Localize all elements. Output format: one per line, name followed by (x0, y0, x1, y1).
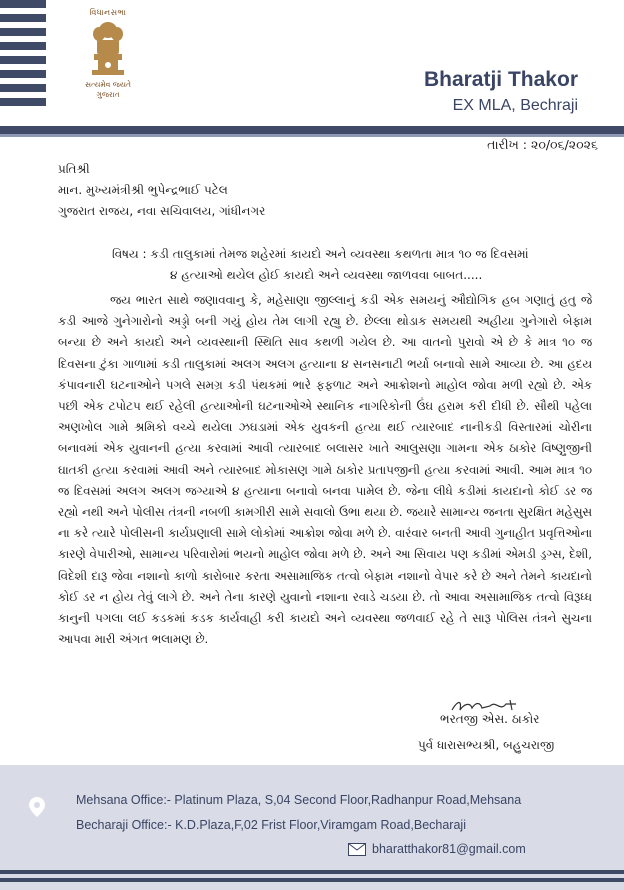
signatory-name: ભરતજી એસ. ઠાકોર (440, 712, 540, 726)
signatory-title: પુર્વ ધારાસભ્યશ્રી, બહુચરાજી (418, 738, 555, 752)
location-pin-icon (28, 796, 46, 818)
email-icon (348, 843, 366, 856)
letter-body: જય ભારત સાથે જણાવવાનુ કે, મહેસાણા જીલ્લાનું કડી એક સમયનું ઔદ્યોગિક હબ ગણાતું હતુ જે કડી આજે ગુનેગારોનો અડ્ડો બની ગયું હોય તેમ લાગી રહ્યુ છે. છેલ્લા થોડાક સમયથી અહીયા ગુનેગારો બેફામ બન્યા છે અને કાયદો અને વ્યવસ્થાની સ્થિતિ સાવ કથળી ગયેલ છે. આ વાતનો પુરાવો એ છે કે માત્ર ૧૦ જ દિવસના ટુંકા ગાળામાં કડી તાલુકામાં અલગ અલગ હત્યાના ૪ સનસનાટી ભર્યા બનાવો સામે આવ્યા છે. આ હદય કંપાવનારી ઘટનાઓને પગલે સમગ્ર કડી પંથકમાં ભારે ફફળાટ અને આક્રોશનો માહોલ જોવા મળી રહ્યો છે. એક પછી એક ટપોટપ થઈ રહેલી હત્યાઓની ઘટનાઓએ સ્થાનિક નાગરિકોની ઉંઘ હરામ કરી દીધી છે. સૌથી પહેલા અણખોલ ગામે શ્રમિકો વચ્ચે થયેલા ઝઘડામાં એક યુવકની હત્યા થઈ ત્યારબાદ નાનીકડી વિસ્તારમાં ચોરીના બનાવમાં એક યુવાનની હત્યા કરવામાં આવી ત્યારબાદ બલાસર ખાતે આલુસણા ગામના એક ઠાકોર વિષ્ણુજીની ઘાતકી હત્યા કરવામાં આવી અને ત્યારબાદ મોકાસણ ગામે ઠાકોર પ્રતાપજીની હત્યા કરવામાં આવી. આમ માત્ર ૧૦ જ દિવસમાં અલગ અલગ જગ્યાએ ૪ હત્યાના બનાવો બનવા પામેલ છે. જેના લીધે કડીમાં કાયદાનો કોઈ ડર જ રહ્યો નથી અને પોલીસ તંત્રની નબળી કામગીરી સામે સવાલો ઉભા થયા છે. જયારે સામાન્ય જનતા સુરક્ષિત મહેસુસ ના કરે ત્યારે પોલીસની કાર્યપ્રણાલી સામે લોકોમાં આક્રોશ જોવા મળે છે. વારંવાર બનતી આવી ગુનાહીત પ્રવૃત્તિઓના કારણે વેપારીઓ, સામાન્ય પરિવારોમાં ભયનો માહોલ જોવા મળે છે. અને આ સિવાય પણ કડીમાં એમડી ડ્રગ્સ, દેશી, વિદેશી દારૂ જેવા નશાનો કાળો કારોબાર કરતા અસામાજિક તત્વો બેફામ નશાનો વેપાર કરે છે અને તેમને કાયદાનો કોઈ ડર ન હોય તેવું લાગે છે. અને તેના કારણે યુવાનો નશાના રવાડે ચડયા છે. તો આવા અસામાજિક તત્વો વિરૂધ્ધ કાનુની પગલા લઈ કડકમાં કડક કાર્યવાહી કરી કાયદો અને વ્યવસ્થા જળવાઈ રહે તે સારૂ પોલિસ તંત્રને સુચના આપવા મારી અંગત ભલામણ છે. (58, 293, 592, 647)
subject-line-1: વિષય : કડી તાલુકામાં તેમજ શહેરમાં કાયદો અને વ્યવસ્થા કથળતા માત્ર ૧૦ જ દિવસમાં (112, 247, 529, 261)
emblem-state: ગુજરાત (96, 90, 120, 99)
becharaji-office-address: Becharaji Office:- K.D.Plaza,F,02 Frist Floor,Viramgam Road,Becharaji (76, 818, 466, 832)
recipient-address (58, 159, 265, 222)
subject-line-2: ૪ હત્યાઓ થયેલ હોઈ કાયદો અને વ્યવસ્થા જાળવવા બાબત..... (170, 268, 483, 282)
footer-stripes (0, 870, 624, 890)
recipient-line-3: ગુજરાત રાજય, નવા સચિવાલય, ગાંધીનગર (58, 204, 266, 218)
lion-capital-icon (88, 20, 128, 78)
subject (112, 244, 582, 286)
mehsana-office-address: Mehsana Office:- Platinum Plaza, S,04 Second Floor,Radhanpur Road,Mehsana (76, 793, 522, 807)
email-address[interactable]: bharatthakor81@gmail.com (372, 842, 526, 856)
emblem (70, 8, 146, 120)
header-stripes (0, 0, 46, 120)
letter-date: તારીખ : ૨૦/૦૬/૨૦૨૬ (487, 137, 598, 152)
recipient-line-2: માન. મુખ્યમંત્રીશ્રી ભુપેન્દ્રભાઈ પટેલ (58, 183, 228, 197)
emblem-caption-top: વિધાનસભા (89, 8, 127, 17)
letterhead-name: Bharatji Thakor (423, 68, 578, 91)
emblem-motto: સત્યમેવ જયતે (85, 80, 131, 89)
recipient-line-1: પ્રતિશ્રી (58, 162, 90, 176)
letterhead-designation: EX MLA, Bechraji (452, 97, 578, 114)
